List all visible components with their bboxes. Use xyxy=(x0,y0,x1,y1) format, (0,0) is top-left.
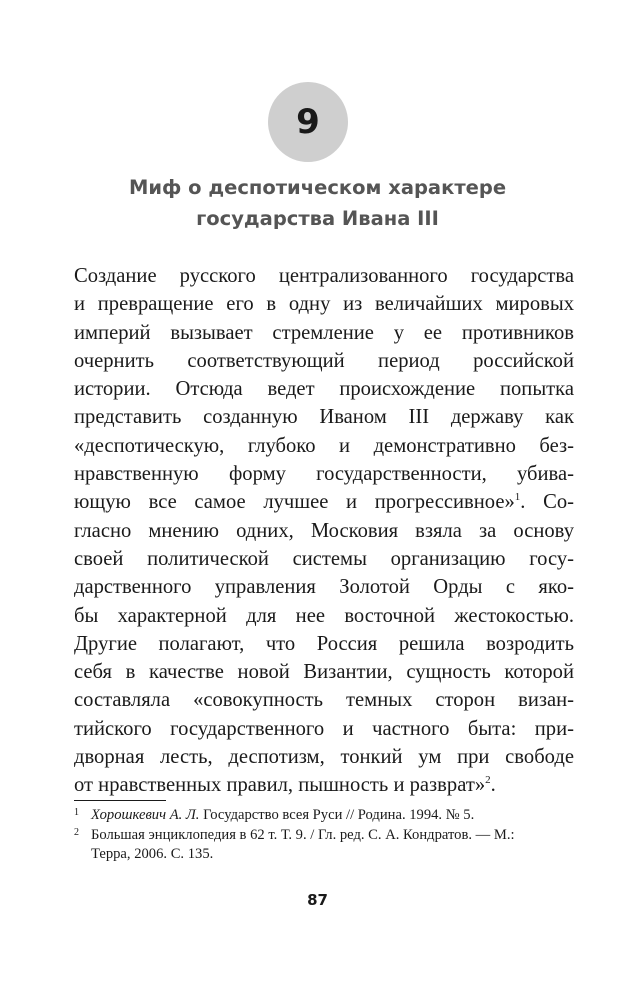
text-line: тийского государственного и частного быта: при- xyxy=(74,717,574,740)
footnote-number: 2 xyxy=(74,826,79,838)
text-segment: . xyxy=(490,774,496,797)
text-line: очернить соответствующий период российской xyxy=(74,349,574,372)
footnotes xyxy=(74,806,574,865)
text-line: бы характерной для нее восточной жестокостью. xyxy=(74,604,574,627)
footnote-reference[interactable]: 1 xyxy=(514,491,521,504)
footnote-number: 1 xyxy=(74,807,79,818)
text-line: империй вызывает стремление у ее противников xyxy=(74,321,574,344)
footnote-divider xyxy=(74,800,166,801)
footnote-author: Хорошкевич А. Л. xyxy=(91,807,200,823)
text-line: гласно мнению одних, Московия взяла за основу xyxy=(74,519,574,542)
footnote-2 xyxy=(74,826,574,865)
text-line: Создание русского централизованного государства xyxy=(74,265,574,287)
footnote-text: Государство всея Руси // Родина. 1994. № 5. xyxy=(199,807,475,823)
footnote-line xyxy=(91,806,574,826)
text-line: составляла «совокупность темных сторон визан- xyxy=(74,689,574,712)
text-line: дворная лесть, деспотизм, тонкий ум при свободе xyxy=(74,746,574,769)
body-paragraph xyxy=(74,262,574,800)
text-line: дарственного управления Золотой Орды с яко- xyxy=(74,576,574,599)
text-line: себя в качестве новой Византии, сущность которой xyxy=(74,661,574,684)
text-line: истории. Отсюда ведет происхождение попытка xyxy=(74,378,574,401)
text-line xyxy=(74,771,574,799)
chapter-number-badge xyxy=(268,82,348,162)
chapter-title-line: Миф о деспотическом характере xyxy=(128,176,507,199)
footnote-line: Большая энциклопедия в 62 т. Т. 9. / Гл. ред. С. А. Кондратов. — М.: xyxy=(91,826,515,843)
chapter-title xyxy=(60,172,575,234)
text-line: и превращение его в одну из величайших мировых xyxy=(74,293,574,316)
text-line xyxy=(74,488,574,516)
chapter-number: 9 xyxy=(296,102,320,142)
footnote-reference[interactable]: 2 xyxy=(485,774,491,787)
text-segment: от нравственных правил, пышность и разврат» xyxy=(74,774,486,797)
text-line: своей политической системы организацию госу- xyxy=(74,547,574,570)
text-segment: ющую все самое лучшее и прогрессивное» xyxy=(74,491,515,514)
text-line: представить созданную Иваном III державу как xyxy=(74,406,574,429)
text-line: «деспотическую, глубоко и демонстративно без- xyxy=(74,434,574,457)
footnote-line: Терра, 2006. С. 135. xyxy=(91,846,214,862)
text-line: Другие полагают, что Россия решила возродить xyxy=(74,632,574,655)
text-segment: . Со- xyxy=(520,491,574,514)
footnote-1 xyxy=(74,806,574,826)
page-number: 87 xyxy=(307,891,328,909)
text-line: нравственную форму государственности, убива- xyxy=(74,463,574,486)
chapter-title-line: государства Ивана III xyxy=(196,207,439,230)
